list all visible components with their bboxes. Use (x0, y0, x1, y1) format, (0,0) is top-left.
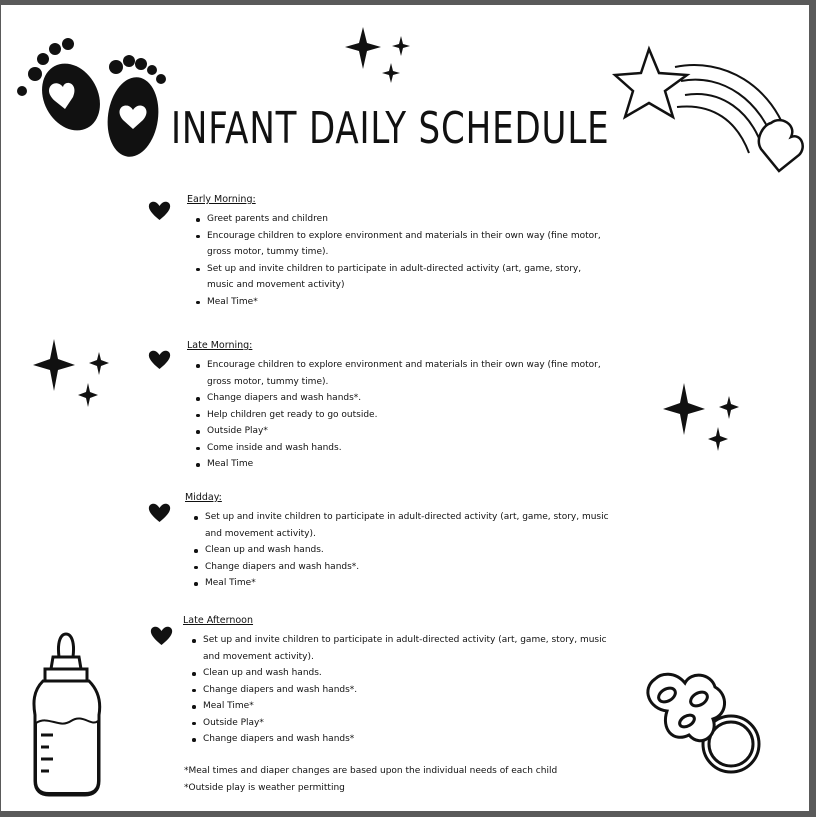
baby-feet-icon (13, 27, 173, 162)
sparkles-right-icon (659, 379, 744, 459)
list-item: Clean up and wash hands. (205, 542, 609, 559)
footnote-outside-play: *Outside play is weather permitting (184, 783, 345, 793)
heart-icon (148, 201, 171, 221)
list-item: Meal Time (207, 456, 601, 473)
list-item: Meal Time* (205, 575, 609, 592)
section-late-afternoon (183, 615, 607, 748)
heart-icon (148, 503, 171, 523)
heart-icon (148, 350, 171, 370)
document-page (1, 5, 809, 811)
pacifier-icon (641, 669, 766, 781)
list-item: Change diapers and wash hands* (203, 731, 607, 748)
list-item: and movement activity). (203, 651, 314, 662)
list-item: Meal Time* (207, 294, 601, 311)
list-item: gross motor, tummy time). (207, 376, 329, 387)
baby-bottle-icon (29, 631, 107, 801)
sparkles-icon (341, 23, 413, 91)
section-heading: Late Morning: (187, 340, 253, 351)
list-item: Change diapers and wash hands*. (205, 559, 609, 576)
heart-icon (150, 626, 173, 646)
list-item: gross motor, tummy time). (207, 247, 329, 257)
list-item: Help children get ready to go outside. (207, 407, 601, 424)
section-heading: Early Morning: (187, 194, 256, 205)
list-item: music and movement activity) (207, 280, 345, 290)
list-item: Meal Time* (203, 698, 607, 715)
list-item: Set up and invite children to participate in adult-directed activity (art, game, story, music (203, 632, 607, 649)
list-item: Greet parents and children (207, 211, 601, 228)
list-item: Outside Play* (203, 715, 607, 732)
list-item: Clean up and wash hands. (203, 665, 607, 682)
footnote-meal-diaper: *Meal times and diaper changes are based upon the individual needs of each child (184, 766, 558, 776)
section-midday (185, 492, 609, 592)
list-item: and movement activity). (205, 528, 316, 539)
list-item: Encourage children to explore environment and materials in their own way (fine motor, (207, 228, 601, 245)
list-item: Set up and invite children to participate in adult-directed activity (art, game, story, (207, 261, 601, 278)
section-heading: Midday: (185, 492, 222, 503)
list-item: Outside Play* (207, 423, 601, 440)
page-title: INFANT DAILY SCHEDULE (171, 103, 610, 154)
list-item: Change diapers and wash hands*. (203, 682, 607, 699)
list-item: Change diapers and wash hands*. (207, 390, 601, 407)
section-early-morning (187, 194, 601, 310)
list-item: Set up and invite children to participate in adult-directed activity (art, game, story, music (205, 509, 609, 526)
list-item: Come inside and wash hands. (207, 440, 601, 457)
list-item: Encourage children to explore environment and materials in their own way (fine motor, (207, 357, 601, 374)
section-late-morning (187, 340, 601, 473)
shooting-star-rainbow-icon (613, 45, 808, 170)
section-heading: Late Afternoon (183, 615, 254, 626)
sparkles-left-icon (29, 335, 114, 415)
